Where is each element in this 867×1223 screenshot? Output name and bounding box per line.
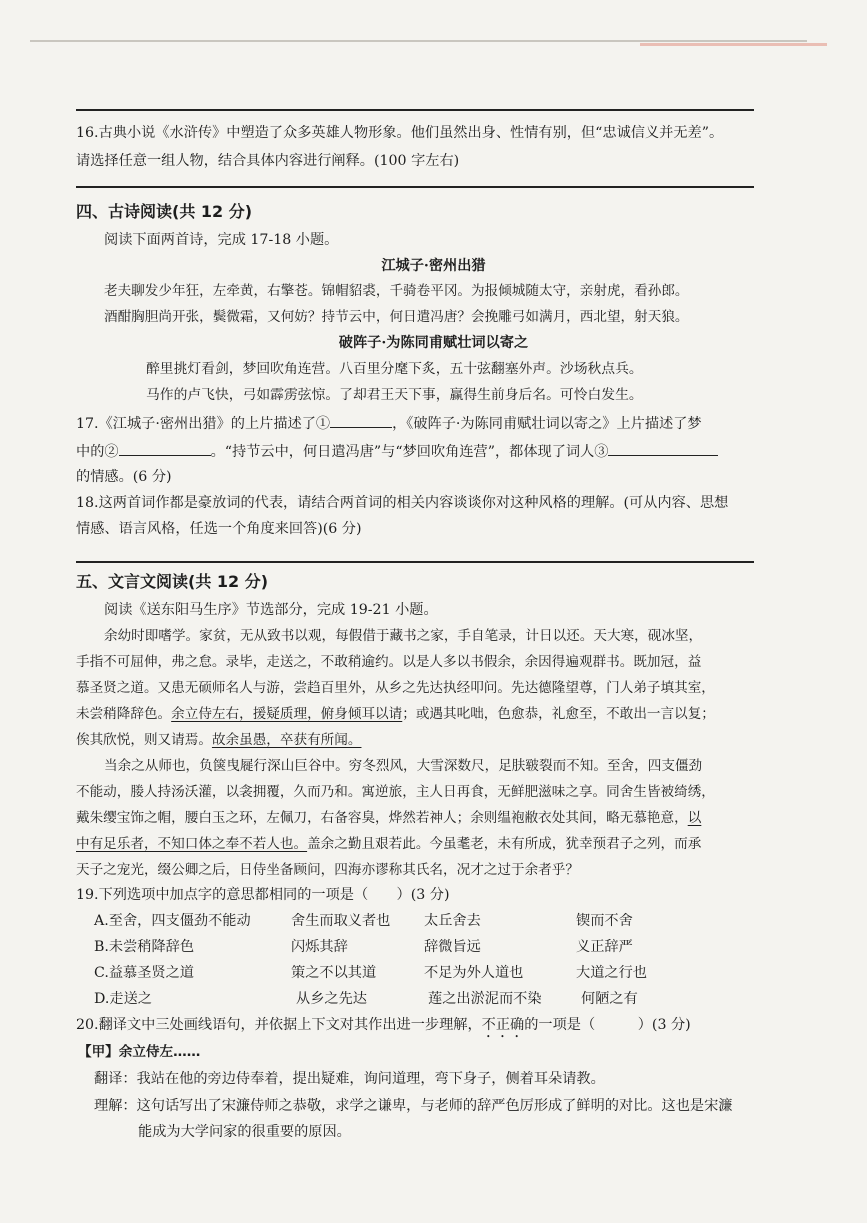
q19-option-c-word: 大道之行也 (576, 965, 647, 981)
passage-text: 戴朱缨宝饰之帽，腰白玉之环，左佩刀，右备容臭，烨然若神人；余则缊袍敝衣处其间，略无慕艳意， (76, 810, 688, 826)
q19-option-a-word: 太丘舍去 (424, 913, 481, 929)
passage-line: 不能动，媵人持汤沃灌，以衾拥覆，久而乃和。寓逆旅，主人日再食，无鲜肥滋味之享。同舍生皆被绮绣， (76, 784, 715, 800)
poem-line: 老夫聊发少年狂，左牵黄，右擎苍。锦帽貂裘，千骑卷平冈。为报倾城随太守，亲射虎，看孙郎。 (104, 283, 689, 299)
q20-understanding: 理解：这句话写出了宋濂侍师之恭敬，求学之谦卑，与老师的辞严色厉形成了鲜明的对比。这也是宋濂 (94, 1098, 733, 1114)
divider (76, 561, 754, 563)
q19-option-a[interactable]: A.至舍，四支僵劲不能动 (94, 913, 251, 929)
passage-text: 俟其欣悦，则又请焉。 (76, 732, 212, 748)
q19-option-b-word: 闪烁其辞 (291, 939, 348, 955)
q19-option-a-word: 舍生而取义者也 (291, 913, 391, 929)
q17-line2 (76, 441, 718, 462)
q19-option-b-word: 辞微旨远 (424, 939, 481, 955)
q19-option-c[interactable]: C.益慕圣贤之道 (94, 965, 194, 981)
answer-blank-1[interactable] (330, 413, 392, 428)
passage-text: 未尝稍降辞色。 (76, 706, 172, 722)
passage-line: 当余之从师也，负箧曳屣行深山巨谷中。穷冬烈风，大雪深数尺，足肤皲裂而不知。至舍，四支僵劲 (104, 758, 703, 774)
q16-line: 16.古典小说《水浒传》中塑造了众多英雄人物形象。他们虽然出身、性情有别，但“忠诚信义并无差”。 (76, 125, 724, 141)
q20-translation: 翻译：我站在他的旁边侍奉着，提出疑难，询问道理，弯下身子，侧着耳朵请教。 (94, 1071, 605, 1087)
poem-line: 马作的卢飞快，弓如霹雳弦惊。了却君王天下事，赢得生前身后名。可怜白发生。 (146, 387, 643, 403)
q20-stem-text: 20.翻译文中三处画线语句，并依据上下文对其作出进一步理解， (76, 1017, 482, 1033)
q19-option-c-word: 策之不以其道 (291, 965, 377, 981)
answer-blank-2[interactable] (119, 441, 211, 456)
underlined-sentence-jia: 余立侍左右，援疑质理，俯身倾耳以请 (171, 706, 403, 722)
passage-text: 盖余之勤且艰若此。今虽耄老，未有所成，犹幸预君子之列，而承 (307, 836, 702, 852)
passage-line: 慕圣贤之道。又患无硕师名人与游，尝趋百里外，从乡之先达执经叩问。先达德隆望尊，门人弟子填其室， (76, 680, 715, 696)
scan-edge (30, 40, 807, 42)
section-intro: 阅读《送东阳马生序》节选部分，完成 19-21 小题。 (104, 602, 438, 618)
passage-line (76, 834, 701, 854)
q19-option-c-word: 不足为外人道也 (424, 965, 524, 981)
q20-stem (76, 1015, 691, 1041)
q19-option-b[interactable]: B.未尝稍降辞色 (94, 939, 195, 955)
q17-text: 中的② (76, 444, 119, 460)
section-intro: 阅读下面两首诗，完成 17-18 小题。 (104, 232, 339, 248)
poem-title: 江城子·密州出猎 (381, 258, 486, 274)
q17-line1 (76, 413, 702, 434)
section-title: 四、古诗阅读(共 12 分) (76, 202, 253, 221)
q19-option-a-word: 锲而不舍 (576, 913, 633, 929)
q16-line: 请选择任意一组人物，结合具体内容进行阐释。(100 字左右) (76, 153, 460, 169)
q18-line: 18.这两首词作都是豪放词的代表，请结合两首词的相关内容谈谈你对这种风格的理解。(可从内容、思想 (76, 495, 729, 511)
passage-line (76, 730, 361, 750)
section-title: 五、文言文阅读(共 12 分) (76, 572, 269, 591)
passage-line (76, 808, 701, 828)
passage-line (76, 704, 715, 724)
poem-line: 醉里挑灯看剑，梦回吹角连营。八百里分麾下炙，五十弦翻塞外声。沙场秋点兵。 (146, 361, 643, 377)
q20-jia-label: 【甲】余立侍左…… (78, 1044, 201, 1060)
poem-title: 破阵子·为陈同甫赋壮词以寄之 (338, 335, 529, 351)
answer-blank-3[interactable] (608, 441, 718, 456)
q17-text: ，《破阵子·为陈同甫赋壮词以寄之》上片描述了梦 (392, 416, 702, 432)
divider (76, 109, 754, 111)
passage-line: 手指不可屈伸，弗之怠。录毕，走送之，不敢稍逾约。以是人多以书假余，余因得遍观群书。既加冠，益 (76, 654, 702, 670)
passage-line: 天子之宠光，缀公卿之后，日侍坐备顾问，四海亦谬称其氏名，况才之过于余者乎？ (76, 862, 579, 878)
q19-option-d-word: 莲之出淤泥而不染 (428, 991, 542, 1007)
q20-emphasis: 不正确 (481, 1017, 525, 1033)
underlined-sentence-bing: 中有足乐者，不知口体之奉不若人也。 (76, 836, 308, 852)
q19-option-b-word: 义正辞严 (576, 939, 633, 955)
q18-line: 情感、语言风格，任选一个角度来回答)(6 分) (76, 521, 362, 537)
passage-text: ；或遇其叱咄，色愈恭，礼愈至，不敢出一言以复； (402, 706, 715, 722)
q19-option-d-word: 从乡之先达 (296, 991, 367, 1007)
scan-edge-tint (640, 43, 827, 46)
q19-option-d[interactable]: D.走送之 (94, 991, 152, 1007)
q20-stem-text: 的一项是（ ）(3 分) (524, 1017, 691, 1033)
underlined-sentence-yi: 故余虽愚，卒获有所闻。 (211, 732, 362, 748)
underlined-sentence-bing: 以 (687, 810, 702, 826)
q17-text: 17.《江城子·密州出猎》的上片描述了① (76, 416, 331, 432)
divider (76, 186, 754, 188)
q19-option-d-word: 何陋之有 (581, 991, 638, 1007)
q17-line3: 的情感。(6 分) (76, 469, 172, 485)
q20-understanding: 能成为大学问家的很重要的原因。 (138, 1124, 351, 1140)
q17-text: 。“持节云中，何日遣冯唐”与“梦回吹角连营”，都体现了词人③ (210, 444, 609, 460)
passage-line: 余幼时即嗜学。家贫，无从致书以观，每假借于藏书之家，手自笔录，计日以还。天大寒，砚冰坚， (104, 628, 703, 644)
poem-line: 酒酣胸胆尚开张，鬓微霜，又何妨？持节云中，何日遣冯唐？会挽雕弓如满月，西北望，射天狼。 (104, 309, 689, 325)
q19-stem: 19.下列选项中加点字的意思都相同的一项是（ ）(3 分) (76, 887, 450, 903)
